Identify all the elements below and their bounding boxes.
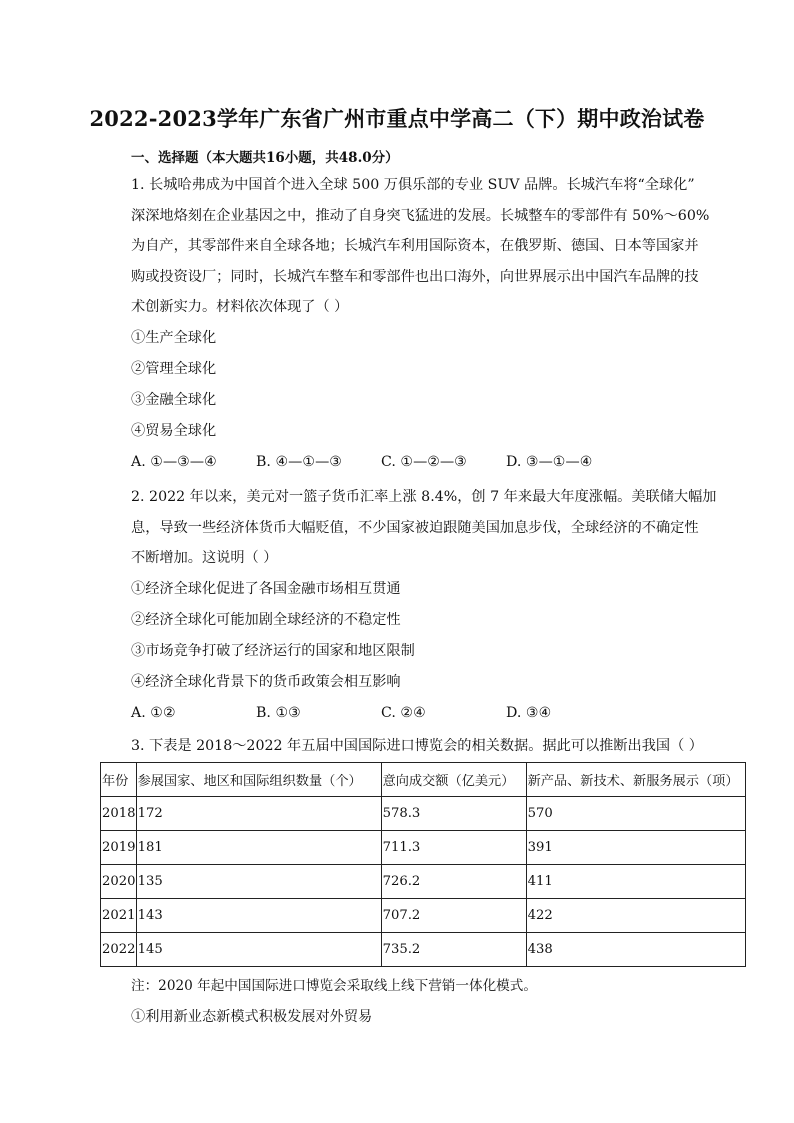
- table-cell: 181: [136, 831, 381, 865]
- q2-stem-line: 不断增加。这说明（ ）: [131, 550, 278, 566]
- q1-stem-line: 1. 长城哈弗成为中国首个进入全球 500 万俱乐部的专业 SUV 品牌。长城汽车将“全球化”: [131, 177, 695, 193]
- table-cell: 172: [136, 797, 381, 831]
- table-cell: 711.3: [381, 831, 526, 865]
- table-cell: 2020: [101, 865, 137, 899]
- q2-option: ②经济全球化可能加剧全球经济的不稳定性: [131, 611, 401, 628]
- table-cell: 135: [136, 865, 381, 899]
- table-cell: 391: [526, 831, 745, 865]
- table-row: [101, 865, 746, 899]
- table-cell: 143: [136, 899, 381, 933]
- q3-option: ①利用新业态新模式积极发展对外贸易: [131, 1009, 373, 1025]
- q2-option: ③市场竞争打破了经济运行的国家和地区限制: [131, 642, 415, 659]
- table-cell: 438: [526, 933, 745, 967]
- q1-stem-line: 深深地烙刻在企业基因之中，推动了自身突飞猛进的发展。长城整车的零部件有 50%～60%: [131, 207, 710, 224]
- q1-stem-line: 为自产，其零部件来自全球各地；长城汽车利用国际资本，在俄罗斯、德国、日本等国家并: [131, 238, 699, 254]
- table-cell: 726.2: [381, 865, 526, 899]
- q1-option: ②管理全球化: [131, 360, 217, 377]
- q2-choice-a[interactable]: A. ①②: [131, 704, 176, 721]
- table-header-cell: 参展国家、地区和国际组织数量（个）: [136, 763, 381, 797]
- q1-option: ④贸易全球化: [131, 422, 217, 439]
- table-cell: 145: [136, 933, 381, 967]
- q1-choice-c[interactable]: C. ①—②—③: [381, 453, 467, 470]
- q1-choice-d[interactable]: D. ③—①—④: [506, 453, 593, 470]
- table-header-cell: 意向成交额（亿美元）: [381, 763, 526, 797]
- table-cell: 2018: [101, 797, 137, 831]
- table-cell: 2022: [101, 933, 137, 967]
- table-cell: 707.2: [381, 899, 526, 933]
- table-row: [101, 797, 746, 831]
- q2-stem-line: 息，导致一些经济体货币大幅贬值，不少国家被迫跟随美国加息步伐，全球经济的不确定性: [131, 519, 699, 536]
- question-1: [131, 170, 710, 478]
- table-cell: 411: [526, 865, 745, 899]
- q2-choice-d[interactable]: D. ③④: [506, 704, 552, 721]
- q1-stem-line: 术创新实力。材料依次体现了（ ）: [131, 299, 349, 315]
- q1-choice-a[interactable]: A. ①—③—④: [131, 453, 217, 470]
- q1-choice-b[interactable]: B. ④—①—③: [256, 453, 342, 470]
- table-row: [101, 831, 746, 865]
- section-heading: 一、选择题（本大题共16小题，共48.0分）: [131, 150, 399, 166]
- table-row: [101, 899, 746, 933]
- expo-data-table: [100, 762, 746, 967]
- q2-choices: [131, 698, 705, 729]
- table-cell: 422: [526, 899, 745, 933]
- q2-choice-b[interactable]: B. ①③: [256, 704, 301, 721]
- q2-option: ①经济全球化促进了各国金融市场相互贯通: [131, 580, 401, 597]
- table-header-row: [101, 763, 746, 797]
- exam-title: 2022-2023学年广东省广州市重点中学高二（下）期中政治试卷: [89, 106, 705, 131]
- q1-option: ①生产全球化: [131, 329, 217, 346]
- q3-stem: 3. 下表是 2018～2022 年五届中国国际进口博览会的相关数据。据此可以推断出我国（ ）: [131, 738, 703, 754]
- table-cell: 578.3: [381, 797, 526, 831]
- q1-stem-line: 购或投资设厂；同时，长城汽车整车和零部件也出口海外，向世界展示出中国汽车品牌的技: [131, 268, 699, 285]
- q2-option: ④经济全球化背景下的货币政策会相互影响: [131, 673, 401, 690]
- table-header-cell: 新产品、新技术、新服务展示（项）: [526, 763, 745, 797]
- table-cell: 570: [526, 797, 745, 831]
- question-2: [131, 482, 717, 729]
- table-cell: 735.2: [381, 933, 526, 967]
- table-cell: 2021: [101, 899, 137, 933]
- table-header-cell: 年份: [101, 763, 137, 797]
- q2-choice-c[interactable]: C. ②④: [381, 704, 426, 721]
- table-cell: 2019: [101, 831, 137, 865]
- table-row: [101, 933, 746, 967]
- table-note: 注：2020 年起中国国际进口博览会采取线上线下营销一体化模式。: [131, 978, 537, 994]
- q1-choices: [131, 447, 705, 478]
- q2-stem-line: 2. 2022 年以来，美元对一篮子货币汇率上涨 8.4%，创 7 年来最大年度涨幅。美联储大幅加: [131, 489, 717, 505]
- q1-option: ③金融全球化: [131, 391, 217, 408]
